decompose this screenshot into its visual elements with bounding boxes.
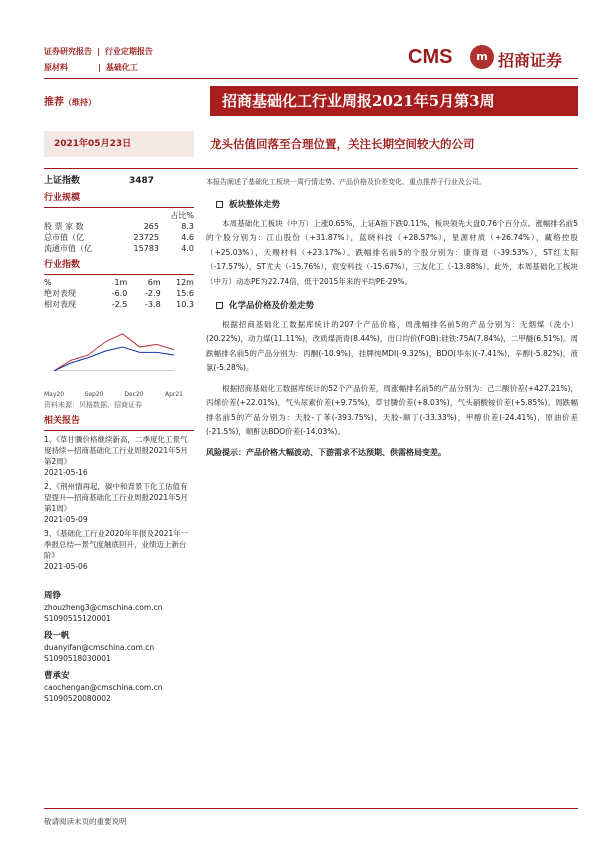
index-chart-svg <box>44 314 184 398</box>
footer-text: 敬请阅读末页的重要说明 <box>44 817 127 826</box>
perf-value: -6.0 <box>111 289 128 298</box>
intro-text: 本报告阐述了基础化工板块一周行情走势、产品价格及价差变化、重点推荐子行业及公司。 <box>206 178 486 186</box>
index-label: 上证指数 <box>44 176 81 186</box>
index-value: 3487 <box>128 176 154 186</box>
perf-value: 15.6 <box>176 289 194 298</box>
category-label: 原材料 <box>44 63 68 72</box>
divider <box>44 430 194 431</box>
paragraph: 根据招商基础化工数据库统计的52个产品价差，周涨幅排名前5的产品分别为：己二酸价差(+427.21%)，丙烯价差(+22.01%)，气头尿素价差(+9.75%)，草甘膦价差(+8.03%)，气头硝酸铵价差(+5.85%)。周跌幅排名前5的产品分别为：天胶-丁苯(-393.75%)，天胶-顺丁(-33.33%)，甲醇价差(-24.41%)，原油价差(-21.5%)，顺酐法BDO价差(-14.03%)。 <box>206 383 578 436</box>
logo-mark-icon: m <box>470 45 494 69</box>
related-text: 1、《草甘膦价格继续新高，二季度化工景气度持续—招商基础化工行业周报2021年5月第2周》 <box>44 435 188 466</box>
author <box>44 630 194 664</box>
perf-col-header: 12m <box>176 278 194 287</box>
scale-header <box>44 210 194 221</box>
related-item <box>44 481 194 525</box>
author-name: 段一帆 <box>44 631 70 641</box>
report-date: 2021年05月23日 <box>44 131 194 157</box>
author-id: S1090515120001 <box>44 614 111 623</box>
series-line <box>54 347 174 371</box>
cms-logo <box>408 44 568 72</box>
subtitle-divider <box>44 168 578 169</box>
perf-row <box>44 299 194 310</box>
perf-title: 行业指数 <box>44 260 81 270</box>
scale-row <box>44 243 194 254</box>
scale-share: 4.0 <box>181 244 194 253</box>
author <box>44 590 194 624</box>
x-tick-label: Sep20 <box>84 391 104 398</box>
author-email: zhouzheng3@cmschina.com.cn <box>44 603 163 612</box>
author-list <box>44 590 194 704</box>
perf-col-header: 6m <box>147 278 161 287</box>
scale-label: 流通市值（亿 <box>44 244 92 253</box>
checkbox-icon <box>216 302 223 309</box>
header-divider <box>44 78 578 79</box>
scale-col-header: 占比% <box>170 211 194 220</box>
index-row <box>44 176 194 187</box>
index-chart <box>44 314 184 398</box>
perf-value: -2.5 <box>111 300 128 309</box>
divider <box>44 274 194 275</box>
perf-value: -2.9 <box>145 289 161 298</box>
section-heading <box>216 299 578 314</box>
scale-row <box>44 221 194 232</box>
category-label: 基础化工 <box>105 63 138 72</box>
report-category: 证券研究报告 | 行业定期报告 原材料 | 基础化工 <box>44 47 153 72</box>
scale-label: 总市值（亿 <box>44 233 84 242</box>
logo-text: CMS <box>408 46 453 68</box>
report-subtitle: 龙头估值回落至合理位置，关注长期空间较大的公司 <box>210 137 475 151</box>
perf-col-header: % <box>44 278 52 287</box>
author-id: S1090518030001 <box>44 654 111 663</box>
section-heading <box>216 198 578 213</box>
related-date: 2021-05-16 <box>44 468 88 477</box>
perf-value: -3.8 <box>145 300 161 309</box>
checkbox-icon <box>216 201 223 208</box>
x-tick-label: Dec20 <box>124 391 144 398</box>
rating-note: （维持） <box>64 98 96 107</box>
perf-label: 相对表现 <box>44 300 76 309</box>
rating <box>44 93 96 108</box>
related-date: 2021-05-09 <box>44 515 88 524</box>
scale-share: 4.6 <box>181 233 194 242</box>
author <box>44 670 194 704</box>
scale-value: 23725 <box>133 233 159 242</box>
risk-warning: 风险提示：产品价格大幅波动、下游需求不达预期、供需格局变差。 <box>206 447 446 457</box>
section-title: 板块整体走势 <box>229 200 281 210</box>
author-id: S1090520080002 <box>44 694 111 703</box>
author-email: duanyifan@cmschina.com.cn <box>44 643 155 652</box>
footer-divider <box>44 808 578 809</box>
scale-title: 行业规模 <box>44 193 81 203</box>
x-tick-label: May20 <box>44 391 65 398</box>
paragraph: 根据招商基础化工数据库统计的207个产品价格，周涨幅排名前5的产品分别为：无烟煤（洗小）(20.22%)，动力煤(11.11%)，改质煤沥青(8.44%)，出口均价(FOB):硅铁:75A(7.84%)，二甲醚(6.51%)。周跌幅排名前5的产品分别为：丙酮(-10.9%)，挂牌纯MDI(-9.32%)，BDO(华东)(-7.41%)，辛醇(-5.82%)，液氯(-5.28%)。 <box>206 319 578 372</box>
scale-table <box>44 221 194 254</box>
chart-source: 资料来源：贝格数据、招商证券 <box>44 401 142 409</box>
perf-col-header: 1m <box>114 278 128 287</box>
perf-header <box>44 277 194 288</box>
perf-table <box>44 277 194 310</box>
sidebar <box>44 176 194 704</box>
perf-value: 10.3 <box>176 300 194 309</box>
scale-share: 8.3 <box>181 222 194 231</box>
related-text: 2、《荆州情再起，碳中和背景下化工估值有望提升—招商基础化工行业周报2021年5月第1周》 <box>44 482 188 513</box>
perf-row <box>44 288 194 299</box>
logo-company-name: 招商证券 <box>498 51 563 70</box>
related-list <box>44 434 194 572</box>
scale-value: 265 <box>143 222 159 231</box>
scale-label: 股 票 家 数 <box>44 222 84 231</box>
scale-value: 15783 <box>133 244 159 253</box>
rating-value: 推荐 <box>44 97 64 108</box>
related-date: 2021-05-06 <box>44 562 88 571</box>
x-tick-label: Apr21 <box>164 391 184 398</box>
report-title: 招商基础化工行业周报2021年5月第3周 <box>210 86 578 116</box>
author-email: caochengan@cmschina.com.cn <box>44 683 163 692</box>
perf-label: 绝对表现 <box>44 289 76 298</box>
category-label: 证券研究报告 <box>44 47 92 56</box>
main-content <box>206 176 578 460</box>
divider <box>44 207 194 208</box>
related-title: 相关报告 <box>44 416 81 426</box>
related-text: 3、《基础化工行业2020年年报及2021年一季报总结—景气度触底回升，业绩迈上新台阶》 <box>44 529 189 560</box>
paragraph: 本周基础化工板块（中万）上涨0.65%，上证A指下跌0.11%，板块领先大盘0.76个百分点。涨幅排名前5的个股分别为：江山股份（+31.87%），蓝晓科技（+28.57%），星源材质（+26.74%），藏格控股（+25.03%），天赐材料（+23.17%）。跌幅排名前5的个股分别为：康得退（-39.53%），ST红太阳（-17.57%），ST尤夫（-15.76%），宸安科技（-15.67%），三友化工（-13.88%）。此外，本周基础化工板块（中万）动态PE为22.74倍，低于2015年来的平均PE-29%。 <box>206 218 578 286</box>
section-title: 化学品价格及价差走势 <box>229 301 315 311</box>
category-label: 行业定期报告 <box>104 47 153 56</box>
related-item <box>44 528 194 572</box>
author-name: 曹承安 <box>44 671 70 681</box>
scale-row <box>44 232 194 243</box>
related-item <box>44 434 194 478</box>
author-name: 周铮 <box>44 591 62 601</box>
